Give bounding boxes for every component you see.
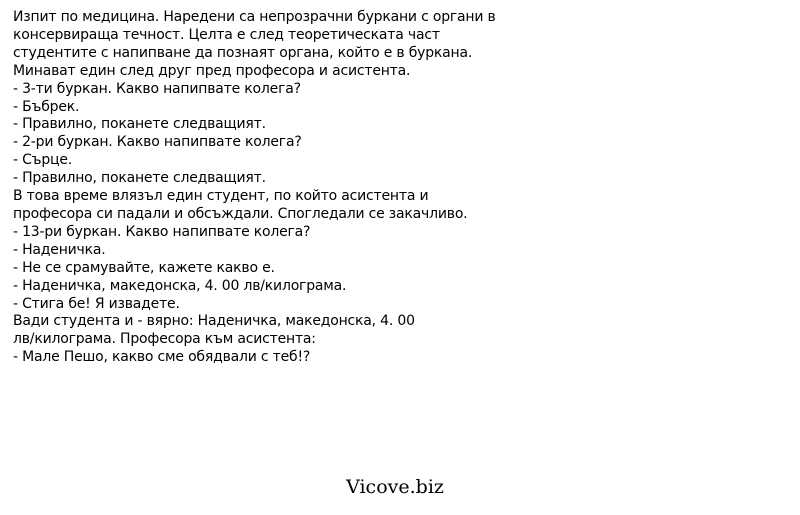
joke-text [13, 9, 573, 367]
joke-line: - 13-ри буркан. Какво напипвате колега? [13, 223, 311, 240]
joke-line: - Не се срамувайте, кажете какво е. [13, 259, 275, 276]
joke-line: Изпит по медицина. Наредени са непрозрачни буркани с органи в [13, 9, 496, 25]
joke-line: лв/килограма. Професора към асистента: [13, 331, 316, 348]
joke-line: - 3-ти буркан. Какво напипвате колега? [13, 80, 301, 97]
joke-line: - 2-ри буркан. Какво напипвате колега? [13, 134, 302, 151]
joke-line: - Бъбрек. [13, 98, 80, 115]
joke-line: - Мале Пешо, какво сме обядвали с теб!? [13, 349, 311, 366]
joke-line: професора си падали и обсъждали. Спогледали се закачливо. [13, 205, 468, 222]
joke-line: - Правилно, поканете следващият. [13, 116, 266, 133]
joke-line: студентите с напипване да познаят органа, който е в буркана. [13, 44, 473, 61]
joke-line: Минават един след друг пред професора и асистента. [13, 62, 411, 79]
joke-line: В това време влязъл един студент, по който асистента и [13, 188, 429, 205]
joke-line: - Правилно, поканете следващият. [13, 170, 266, 187]
joke-line: - Надeничка, македонска, 4. 00 лв/килограма. [13, 277, 347, 294]
joke-line: - Сърце. [13, 152, 73, 169]
joke-line: - Стига бе! Я извадете. [13, 295, 180, 312]
joke-line: - Надeничка. [13, 241, 106, 258]
joke-line: консервираща течност. Целта е след теоретическата част [13, 26, 440, 43]
site-watermark: Vicove.biz [346, 476, 444, 498]
joke-line: Вади студента и - вярно: Надeничка, македонска, 4. 00 [13, 313, 415, 330]
